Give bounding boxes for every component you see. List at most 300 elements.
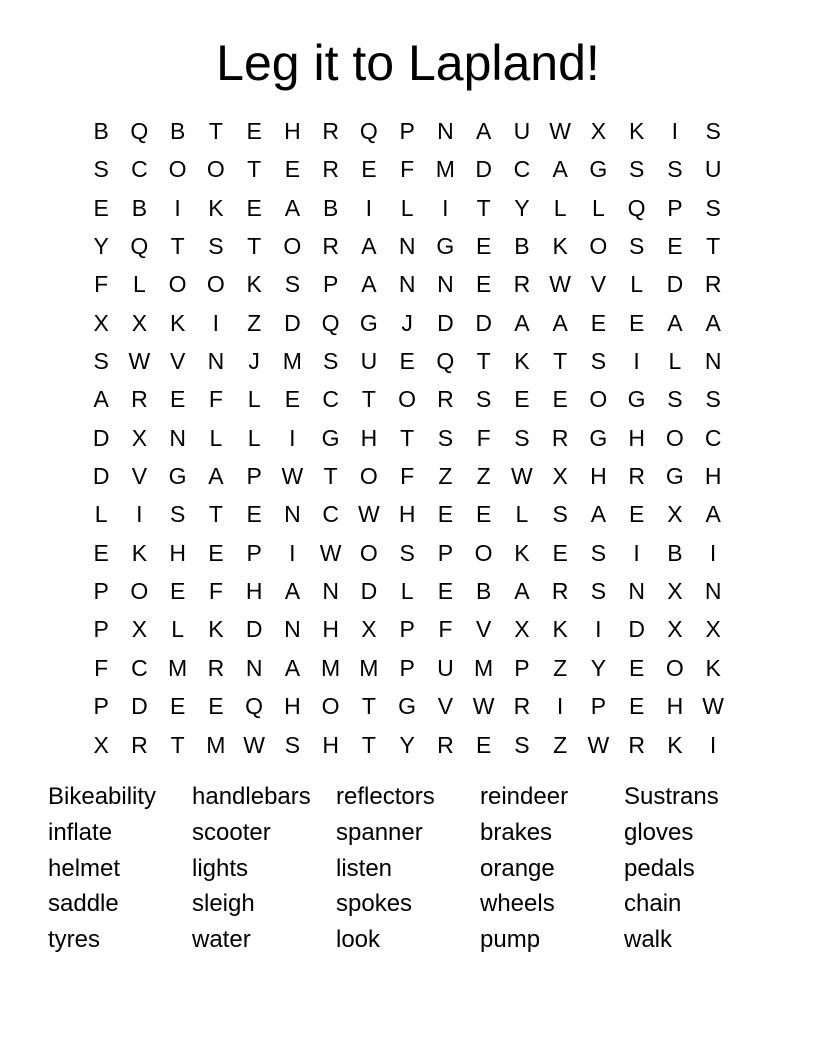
grid-letter: X: [552, 463, 568, 490]
grid-letter: I: [289, 424, 296, 451]
grid-letter: G: [665, 463, 684, 490]
grid-letter: Z: [553, 731, 568, 758]
grid-letter: A: [705, 501, 721, 528]
grid-letter: S: [322, 348, 339, 375]
word-list-item: pedals: [624, 854, 695, 882]
grid-letter: M: [206, 731, 226, 758]
grid-letter: S: [93, 348, 109, 375]
grid-letter: E: [208, 539, 224, 566]
grid-letter: K: [246, 271, 262, 298]
grid-letter: A: [475, 118, 492, 144]
grid-letter: E: [628, 693, 645, 720]
grid-letter: R: [437, 386, 454, 413]
grid-letter: E: [437, 578, 454, 605]
grid-letter: H: [284, 118, 301, 144]
grid-letter: A: [667, 309, 683, 336]
grid-letter: J: [401, 309, 413, 336]
grid-letter: T: [361, 386, 376, 413]
grid-letter: F: [208, 578, 223, 605]
grid-letter: N: [398, 271, 416, 298]
grid-letter: E: [475, 501, 492, 528]
grid-letter: G: [589, 424, 608, 451]
word-list-item: reindeer: [480, 783, 569, 810]
grid-letter: A: [284, 578, 301, 605]
grid-letter: H: [245, 578, 263, 605]
grid-letter: Z: [476, 463, 491, 490]
grid-letter: S: [208, 233, 224, 260]
grid-letter: A: [590, 501, 607, 528]
grid-letter: S: [552, 501, 568, 528]
word-list-item: walk: [624, 926, 673, 954]
grid-letter: O: [130, 578, 149, 605]
grid-letter: L: [132, 271, 146, 298]
grid-letter: C: [513, 156, 531, 183]
grid-letter: L: [553, 194, 567, 221]
word-list-item: saddle: [48, 890, 119, 918]
grid-letter: S: [514, 731, 530, 758]
grid-letter: D: [437, 309, 454, 336]
word-list-item: reflectors: [336, 783, 435, 810]
grid-letter: K: [514, 348, 530, 375]
grid-letter: Y: [93, 233, 109, 260]
grid-letter: E: [284, 156, 301, 183]
grid-letter: F: [400, 156, 415, 183]
grid-letter: S: [590, 348, 607, 375]
grid-letter: T: [476, 348, 491, 375]
word-list-item: listen: [336, 854, 393, 882]
grid-letter: U: [704, 156, 722, 183]
grid-letter: B: [131, 194, 148, 221]
grid-letter: H: [704, 463, 722, 490]
grid-letter: B: [667, 539, 683, 566]
grid-letter: P: [437, 539, 454, 566]
grid-letter: E: [475, 731, 492, 758]
grid-letter: Q: [130, 233, 149, 260]
grid-letter: W: [549, 271, 571, 298]
grid-letter: H: [628, 424, 645, 451]
grid-letter: N: [207, 348, 225, 375]
grid-letter: E: [667, 233, 683, 260]
grid-letter: K: [208, 194, 224, 221]
grid-letter: P: [399, 118, 415, 144]
grid-letter: D: [628, 616, 645, 643]
grid-letter: A: [705, 309, 721, 336]
word-list-item: Sustrans: [624, 783, 719, 810]
grid-letter: L: [247, 424, 261, 451]
word-list-item: chain: [624, 890, 682, 918]
grid-letter: R: [628, 463, 645, 490]
grid-letter: S: [705, 386, 721, 413]
word-list-item: helmet: [48, 854, 121, 882]
word-list-item: wheels: [480, 890, 555, 918]
grid-letter: T: [400, 424, 415, 451]
grid-letter: E: [169, 693, 186, 720]
grid-letter: E: [628, 501, 645, 528]
grid-letter: S: [475, 386, 492, 413]
grid-letter: L: [94, 501, 108, 528]
grid-letter: E: [628, 654, 645, 681]
grid-letter: P: [399, 654, 415, 681]
word-list-item: spokes: [336, 890, 413, 918]
grid-letter: L: [591, 194, 605, 221]
grid-letter: T: [553, 348, 568, 375]
grid-letter: I: [709, 731, 717, 758]
grid-letter: E: [399, 348, 415, 375]
grid-letter: X: [667, 578, 683, 605]
grid-letter: V: [590, 271, 607, 298]
grid-letter: N: [169, 424, 186, 451]
grid-letter: X: [667, 501, 683, 528]
grid-letter: I: [212, 309, 220, 336]
grid-letter: N: [322, 578, 339, 605]
grid-letter: L: [171, 616, 185, 643]
grid-letter: X: [131, 616, 148, 643]
grid-letter: N: [437, 118, 454, 144]
grid-letter: R: [551, 578, 569, 605]
grid-letter: B: [169, 118, 186, 144]
grid-letter: U: [513, 118, 531, 144]
grid-letter: B: [514, 233, 530, 260]
grid-letter: B: [322, 194, 339, 221]
grid-letter: X: [705, 616, 721, 643]
grid-letter: S: [628, 156, 645, 183]
word-list-item: inflate: [48, 818, 113, 846]
grid-letter: K: [705, 654, 721, 681]
grid-letter: N: [704, 578, 722, 605]
grid-letter: X: [131, 309, 148, 336]
grid-letter: H: [360, 424, 378, 451]
grid-letter: S: [628, 233, 645, 260]
grid-letter: Q: [130, 118, 149, 144]
grid-letter: L: [400, 194, 414, 221]
grid-letter: P: [322, 271, 339, 298]
grid-letter: T: [476, 194, 491, 221]
grid-letter: N: [398, 233, 416, 260]
grid-letter: G: [321, 424, 340, 451]
grid-letter: D: [666, 271, 684, 298]
grid-letter: E: [246, 501, 262, 528]
grid-letter: K: [552, 233, 568, 260]
grid-letter: D: [475, 309, 492, 336]
grid-letter: Y: [590, 654, 607, 681]
grid-letter: N: [284, 616, 301, 643]
grid-letter: K: [208, 616, 224, 643]
grid-letter: W: [511, 463, 533, 490]
word-list-item: scooter: [192, 818, 271, 846]
grid-letter: Z: [553, 654, 568, 681]
grid-letter: I: [136, 501, 143, 528]
grid-letter: R: [628, 731, 645, 758]
grid-letter: S: [399, 539, 415, 566]
grid-letter: D: [284, 309, 301, 336]
grid-letter: H: [666, 693, 684, 720]
grid-letter: R: [322, 118, 339, 144]
grid-letter: J: [248, 348, 260, 375]
grid-letter: I: [595, 616, 602, 643]
grid-letter: G: [627, 386, 646, 413]
word-list-item: Bikeability: [48, 783, 157, 810]
grid-letter: X: [514, 616, 530, 643]
grid-letter: E: [475, 233, 492, 260]
word-list-item: gloves: [624, 818, 694, 846]
grid-letter: O: [589, 233, 608, 260]
grid-letter: R: [513, 693, 531, 720]
word-list-item: tyres: [48, 926, 101, 954]
grid-letter: L: [209, 424, 223, 451]
grid-letter: W: [243, 731, 265, 758]
grid-letter: A: [552, 156, 568, 183]
grid-letter: K: [667, 731, 683, 758]
grid-letter: O: [589, 386, 608, 413]
grid-letter: O: [474, 539, 493, 566]
grid-letter: D: [92, 424, 110, 451]
grid-letter: T: [706, 233, 721, 260]
grid-letter: T: [361, 693, 376, 720]
grid-letter: P: [93, 578, 109, 605]
grid-letter: Q: [436, 348, 455, 375]
grid-letter: X: [361, 616, 377, 643]
grid-letter: P: [93, 616, 109, 643]
grid-letter: I: [289, 539, 296, 566]
grid-letter: I: [671, 118, 679, 144]
grid-letter: E: [552, 386, 568, 413]
grid-letter: S: [284, 271, 301, 298]
grid-letter: R: [704, 271, 722, 298]
word-list-item: spanner: [336, 818, 423, 846]
grid-letter: K: [514, 539, 530, 566]
grid-letter: P: [246, 463, 262, 490]
grid-letter: E: [93, 194, 109, 221]
grid-letter: O: [398, 386, 417, 413]
grid-letter: S: [705, 194, 721, 221]
grid-letter: Z: [247, 309, 262, 336]
grid-letter: Z: [438, 463, 453, 490]
grid-letter: G: [436, 233, 455, 260]
grid-letter: G: [359, 309, 378, 336]
grid-letter: A: [361, 271, 377, 298]
grid-letter: S: [667, 386, 683, 413]
grid-letter: X: [131, 424, 148, 451]
grid-letter: O: [168, 271, 187, 298]
grid-letter: C: [131, 654, 148, 681]
grid-letter: F: [94, 271, 109, 298]
grid-letter: H: [169, 539, 186, 566]
grid-letter: N: [704, 348, 722, 375]
grid-letter: R: [131, 386, 148, 413]
grid-letter: M: [435, 156, 455, 183]
grid-letter: C: [322, 501, 339, 528]
grid-letter: A: [284, 654, 301, 681]
grid-letter: X: [667, 616, 683, 643]
grid-letter: E: [246, 118, 262, 144]
letter-grid: [82, 112, 732, 764]
grid-letter: M: [359, 654, 379, 681]
grid-letter: A: [361, 233, 377, 260]
grid-letter: D: [131, 693, 148, 720]
grid-letter: G: [398, 693, 417, 720]
grid-letter: R: [322, 233, 339, 260]
grid-letter: O: [359, 539, 378, 566]
grid-letter: X: [590, 118, 607, 144]
grid-letter: O: [665, 424, 684, 451]
grid-letter: S: [590, 539, 607, 566]
grid-letter: I: [174, 194, 181, 221]
grid-letter: S: [93, 156, 109, 183]
grid-letter: F: [208, 386, 223, 413]
grid-letter: N: [437, 271, 454, 298]
grid-letter: S: [590, 578, 607, 605]
grid-letter: K: [131, 539, 148, 566]
grid-letter: S: [437, 424, 454, 451]
grid-letter: O: [321, 693, 340, 720]
grid-letter: F: [438, 616, 453, 643]
grid-letter: S: [514, 424, 530, 451]
grid-letter: F: [94, 654, 109, 681]
grid-letter: C: [131, 156, 148, 183]
grid-letter: E: [284, 386, 301, 413]
grid-letter: V: [475, 616, 492, 643]
grid-letter: V: [131, 463, 148, 490]
grid-letter: Y: [514, 194, 530, 221]
grid-letter: E: [437, 501, 454, 528]
word-list-item: water: [192, 926, 251, 954]
grid-letter: M: [282, 348, 302, 375]
grid-letter: U: [437, 654, 454, 681]
grid-letter: W: [587, 731, 610, 758]
grid-letter: K: [552, 616, 568, 643]
grid-letter: P: [246, 539, 262, 566]
grid-letter: M: [168, 654, 188, 681]
word-list-item: sleigh: [192, 890, 255, 918]
grid-letter: D: [360, 578, 378, 605]
grid-letter: X: [93, 309, 109, 336]
grid-letter: X: [93, 731, 109, 758]
grid-letter: L: [247, 386, 261, 413]
grid-letter: S: [667, 156, 683, 183]
grid-letter: R: [437, 731, 454, 758]
grid-letter: V: [437, 693, 454, 720]
grid-letter: S: [705, 118, 721, 144]
grid-letter: T: [361, 731, 376, 758]
grid-letter: K: [628, 118, 645, 144]
grid-letter: S: [169, 501, 186, 528]
grid-letter: W: [702, 693, 724, 720]
grid-letter: L: [515, 501, 529, 528]
grid-letter: E: [169, 386, 186, 413]
word-list-item: pump: [480, 926, 541, 954]
grid-letter: U: [360, 348, 378, 375]
grid-letter: O: [359, 463, 378, 490]
grid-letter: T: [247, 233, 262, 260]
grid-letter: Q: [245, 693, 264, 720]
grid-letter: I: [442, 194, 449, 221]
grid-letter: E: [361, 156, 377, 183]
grid-letter: R: [131, 731, 148, 758]
grid-letter: E: [93, 539, 109, 566]
grid-letter: A: [93, 386, 109, 413]
grid-letter: I: [365, 194, 373, 221]
grid-letter: R: [207, 654, 225, 681]
page-title: Leg it to Lapland!: [216, 35, 600, 91]
grid-letter: O: [206, 271, 225, 298]
grid-letter: E: [552, 539, 568, 566]
grid-letter: H: [398, 501, 416, 528]
grid-letter: P: [590, 693, 607, 720]
grid-letter: T: [170, 233, 185, 260]
grid-letter: B: [475, 578, 492, 605]
grid-letter: L: [400, 578, 414, 605]
grid-letter: T: [208, 501, 223, 528]
grid-letter: W: [281, 463, 304, 490]
grid-letter: N: [245, 654, 263, 681]
grid-letter: G: [589, 156, 608, 183]
grid-letter: V: [169, 348, 186, 375]
grid-letter: M: [321, 654, 341, 681]
word-list-item: look: [336, 926, 381, 954]
grid-letter: D: [92, 463, 110, 490]
grid-letter: Q: [321, 309, 340, 336]
grid-letter: A: [284, 194, 301, 221]
grid-letter: F: [476, 424, 491, 451]
grid-letter: O: [665, 654, 684, 681]
grid-letter: F: [400, 463, 415, 490]
grid-letter: C: [322, 386, 339, 413]
grid-letter: A: [514, 309, 530, 336]
grid-letter: N: [284, 501, 301, 528]
grid-letter: H: [322, 731, 339, 758]
grid-letter: D: [245, 616, 263, 643]
grid-letter: N: [628, 578, 645, 605]
grid-letter: H: [590, 463, 607, 490]
grid-letter: Y: [399, 731, 415, 758]
grid-letter: I: [633, 539, 640, 566]
grid-letter: W: [472, 693, 495, 720]
grid-letter: L: [630, 271, 644, 298]
grid-letter: B: [93, 118, 109, 144]
grid-letter: H: [322, 616, 339, 643]
grid-letter: P: [514, 654, 530, 681]
grid-letter: S: [284, 731, 301, 758]
grid-letter: E: [590, 309, 607, 336]
grid-letter: T: [170, 731, 185, 758]
grid-letter: E: [208, 693, 224, 720]
word-list-item: brakes: [480, 818, 553, 846]
word-list-item: handlebars: [192, 783, 311, 810]
grid-letter: W: [319, 539, 342, 566]
grid-letter: R: [551, 424, 569, 451]
grid-letter: M: [474, 654, 494, 681]
grid-letter: R: [322, 156, 339, 183]
grid-letter: E: [246, 194, 262, 221]
grid-letter: E: [169, 578, 186, 605]
grid-letter: G: [168, 463, 187, 490]
grid-letter: O: [168, 156, 187, 183]
grid-letter: T: [247, 156, 262, 183]
grid-letter: Q: [359, 118, 378, 144]
grid-letter: L: [668, 348, 682, 375]
grid-letter: Q: [627, 194, 646, 221]
grid-letter: W: [128, 348, 151, 375]
grid-letter: A: [208, 463, 224, 490]
grid-letter: K: [169, 309, 186, 336]
grid-letter: W: [358, 501, 380, 528]
grid-letter: T: [208, 118, 223, 144]
word-list: [48, 779, 768, 958]
grid-letter: E: [514, 386, 530, 413]
grid-letter: P: [399, 616, 415, 643]
grid-letter: D: [475, 156, 492, 183]
grid-letter: A: [514, 578, 530, 605]
